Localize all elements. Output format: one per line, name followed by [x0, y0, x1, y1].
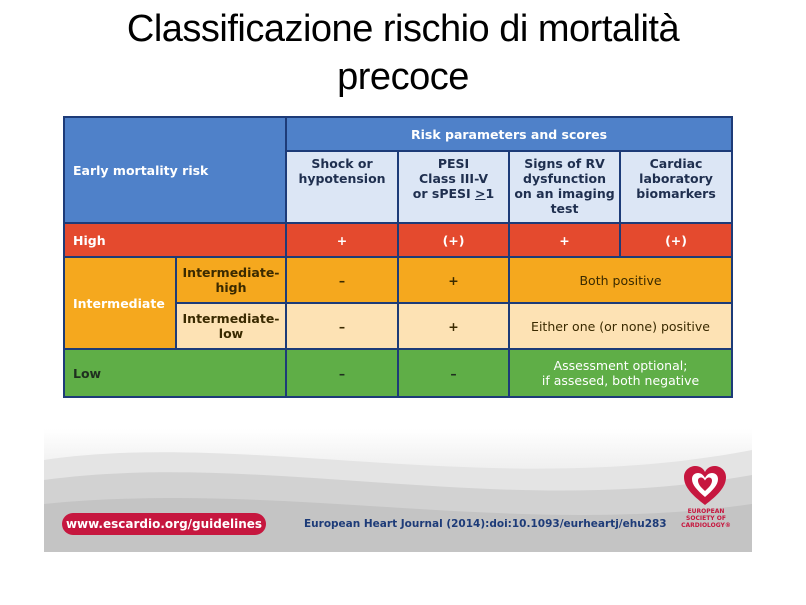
- logo-text-line-1: EUROPEAN: [687, 508, 725, 515]
- slide-title-line-2: precoce: [337, 56, 469, 98]
- high-shock-value: +: [286, 223, 398, 257]
- low-pesi-value: –: [398, 349, 509, 397]
- low-merged-value: [509, 349, 732, 397]
- low-merged-line-2: if assesed, both negative: [541, 373, 700, 388]
- row-label-low: Low: [64, 349, 286, 397]
- table-row-high: [64, 223, 732, 257]
- intermediate-high-merged-value: Both positive: [509, 257, 732, 303]
- intermediate-high-shock-value: –: [286, 257, 398, 303]
- low-merged-line-1: Assessment optional;: [553, 358, 688, 373]
- esc-logo-text: [668, 508, 744, 529]
- column-rv-dysfunction-header: Signs of RV dysfunction on an imaging test: [509, 151, 620, 223]
- high-pesi-value: (+): [398, 223, 509, 257]
- row-label-intermediate-low: Intermediate-low: [176, 303, 286, 349]
- early-mortality-risk-header: Early mortality risk: [64, 117, 286, 223]
- row-label-intermediate-high: Intermediate-high: [176, 257, 286, 303]
- risk-parameters-header: Risk parameters and scores: [286, 117, 732, 151]
- risk-classification-table: [63, 116, 733, 398]
- journal-citation: European Heart Journal (2014):doi:10.1093/eurheartj/ehu283: [304, 518, 667, 530]
- intermediate-low-pesi-value: +: [398, 303, 509, 349]
- pesi-header-line-1: PESI: [437, 156, 470, 171]
- intermediate-low-shock-value: –: [286, 303, 398, 349]
- table-row-intermediate-high: [64, 257, 732, 303]
- intermediate-high-pesi-value: +: [398, 257, 509, 303]
- slide-title-line-1: Classificazione rischio di mortalità: [126, 8, 680, 50]
- pesi-header-line-3-number: 1: [485, 186, 495, 201]
- pesi-header-line-3-prefix: or sPESI: [412, 186, 476, 201]
- table-row-low: [64, 349, 732, 397]
- column-shock-header: Shock or hypotension: [286, 151, 398, 223]
- logo-text-line-2: SOCIETY OF: [686, 515, 726, 522]
- pesi-header-line-3-symbol: >: [475, 186, 486, 201]
- row-label-intermediate: Intermediate: [64, 257, 176, 349]
- column-biomarkers-header: Cardiac laboratory biomarkers: [620, 151, 732, 223]
- column-pesi-header: [398, 151, 509, 223]
- high-rv-value: +: [509, 223, 620, 257]
- logo-text-line-3: CARDIOLOGY®: [681, 522, 731, 529]
- esc-heart-logo-icon: [682, 464, 728, 508]
- pesi-header-line-2: Class III-V: [419, 171, 489, 186]
- intermediate-low-merged-value: Either one (or none) positive: [509, 303, 732, 349]
- high-biomarkers-value: (+): [620, 223, 732, 257]
- low-shock-value: –: [286, 349, 398, 397]
- guidelines-url-link[interactable]: www.escardio.org/guidelines: [62, 513, 266, 535]
- row-label-high: High: [64, 223, 286, 257]
